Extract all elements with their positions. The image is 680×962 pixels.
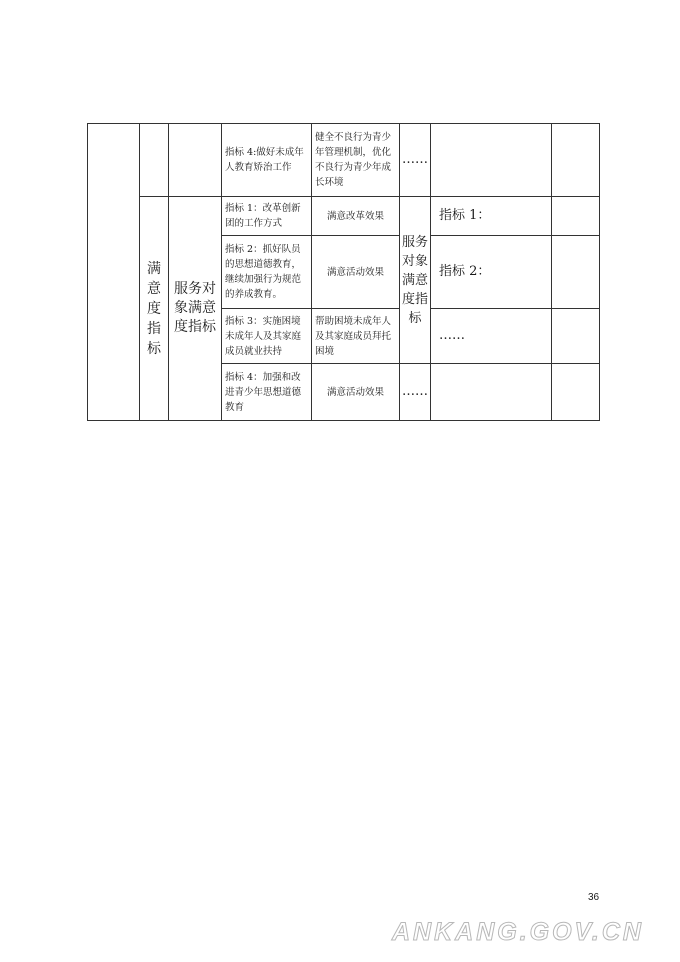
extra-indicator-text: 指标 2： [439,264,491,279]
content-text: 帮助困境未成年人及其家庭成员拜托困境 [315,315,392,357]
content-text: 满意活动效果 [326,386,384,398]
table-row [222,364,311,420]
indicator-text: 指标 2：抓好队员的思想道德教育，继续加强行为规范的养成教育。 [225,244,302,300]
level1-label: 满意度指标 [147,260,161,357]
table-cell [222,124,311,196]
table-cell [400,197,430,363]
table-row [312,364,399,420]
table-cell [312,124,399,196]
table-row [312,236,399,308]
table-cell [169,197,221,420]
table-cell [431,197,551,235]
col-line-7 [551,123,552,421]
table-cell [140,197,168,420]
site-watermark: ANKANG.GOV.CN [392,918,644,946]
extra-indicator-text: 指标 1： [439,208,491,223]
content-text: 满意活动效果 [326,266,384,278]
table-border-right [599,123,600,421]
content-text: 满意改革效果 [326,210,384,222]
ellipsis-text: …… [402,152,428,167]
table-cell [400,124,430,196]
table-row [312,309,399,363]
table-row [222,236,311,308]
page-number: 36 [588,892,600,903]
table-row [312,197,399,235]
indicator-text: 指标 1：改革创新团的工作方式 [225,203,301,229]
table-row [222,197,311,235]
table-border-left [87,123,88,421]
table-cell [431,309,551,363]
level2-label: 服务对象满意度指标 [174,281,216,335]
extra-indicator-text: …… [439,328,465,343]
table-cell [431,236,551,308]
indicator-text: 指标 3：实施困境未成年人及其家庭成员就业扶持 [225,315,302,357]
indicator-text: 指标 4:做好未成年人教育矫治工作 [225,147,304,173]
indicator-text: 指标 4：加强和改进青少年思想道德教育 [225,371,302,413]
table-cell [400,364,430,420]
right-group-label: 服务对象满意度指标 [402,234,429,326]
table-row [222,309,311,363]
content-text: 健全不良行为青少年管理机制，优化不良行为青少年成长环境 [315,132,392,188]
ellipsis-text: …… [402,384,428,399]
table-border-bottom [87,420,600,421]
